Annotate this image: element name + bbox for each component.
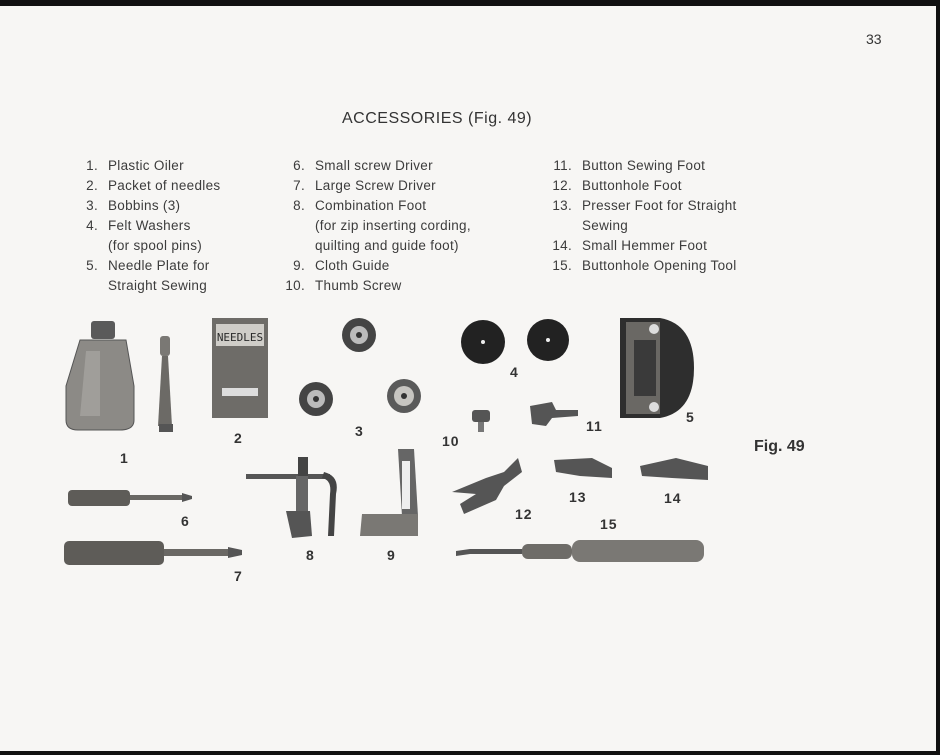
figure-label-10: 10 xyxy=(442,433,460,449)
list-item: 7. Large Screw Driver xyxy=(293,178,436,193)
figure-label-14: 14 xyxy=(664,490,682,506)
list-item: 6. Small screw Driver xyxy=(293,158,433,173)
cloth-guide-illustration xyxy=(360,449,418,536)
list-item: 8. Combination Foot xyxy=(293,198,427,213)
list-item: 13. Presser Foot for Straight xyxy=(552,198,737,213)
list-item: 3. Bobbins (3) xyxy=(86,198,181,213)
small-screwdriver-illustration xyxy=(68,490,192,506)
figure-label-15: 15 xyxy=(600,516,618,532)
button-sewing-foot-illustration xyxy=(530,402,578,426)
list-item: 14. Small Hemmer Foot xyxy=(552,238,708,253)
large-screwdriver-illustration xyxy=(64,541,242,565)
needle-packet-text: NEEDLES xyxy=(216,331,264,344)
list-item: Straight Sewing xyxy=(108,278,208,293)
accessories-illustration xyxy=(0,6,936,751)
figure-label-8: 8 xyxy=(306,547,315,563)
figure-label-3: 3 xyxy=(355,423,364,439)
felt-washers-illustration xyxy=(461,319,569,364)
figure-label-12: 12 xyxy=(515,506,533,522)
figure-label-13: 13 xyxy=(569,489,587,505)
figure-label-4: 4 xyxy=(510,364,519,380)
figure-label-6: 6 xyxy=(181,513,190,529)
plastic-oiler-illustration xyxy=(66,321,173,432)
figure-label-2: 2 xyxy=(234,430,243,446)
list-item: 10. Thumb Screw xyxy=(285,278,402,293)
page-title: ACCESSORIES (Fig. 49) xyxy=(342,110,533,127)
presser-foot-illustration xyxy=(554,458,612,478)
list-item: (for spool pins) xyxy=(108,238,203,253)
list-item: 5. Needle Plate for xyxy=(86,258,210,273)
bobbins-illustration xyxy=(299,318,421,416)
buttonhole-opening-tool-illustration xyxy=(456,540,704,562)
thumb-screw-illustration xyxy=(472,410,490,432)
list-item: 1. Plastic Oiler xyxy=(86,158,184,173)
figure-label-1: 1 xyxy=(120,450,129,466)
figure-caption: Fig. 49 xyxy=(754,438,805,455)
list-item: 9. Cloth Guide xyxy=(293,258,390,273)
combination-foot-illustration xyxy=(246,457,337,538)
small-hemmer-foot-illustration xyxy=(640,458,708,480)
list-item: (for zip inserting cording, xyxy=(315,218,471,233)
page-number: 33 xyxy=(866,31,882,47)
buttonhole-foot-illustration xyxy=(452,458,522,514)
list-item: Sewing xyxy=(582,218,629,233)
list-item: quilting and guide foot) xyxy=(315,238,459,253)
needle-packet-illustration xyxy=(212,318,268,418)
figure-label-7: 7 xyxy=(234,568,243,584)
figure-label-9: 9 xyxy=(387,547,396,563)
list-item: 2. Packet of needles xyxy=(86,178,221,193)
list-item: 11. Button Sewing Foot xyxy=(553,158,706,173)
needle-plate-illustration xyxy=(620,318,694,418)
figure-label-11: 11 xyxy=(586,418,603,434)
list-item: 4. Felt Washers xyxy=(86,218,191,233)
list-item: 12. Buttonhole Foot xyxy=(552,178,682,193)
manual-page xyxy=(0,6,936,751)
figure-label-5: 5 xyxy=(686,409,695,425)
list-item: 15. Buttonhole Opening Tool xyxy=(552,258,737,273)
